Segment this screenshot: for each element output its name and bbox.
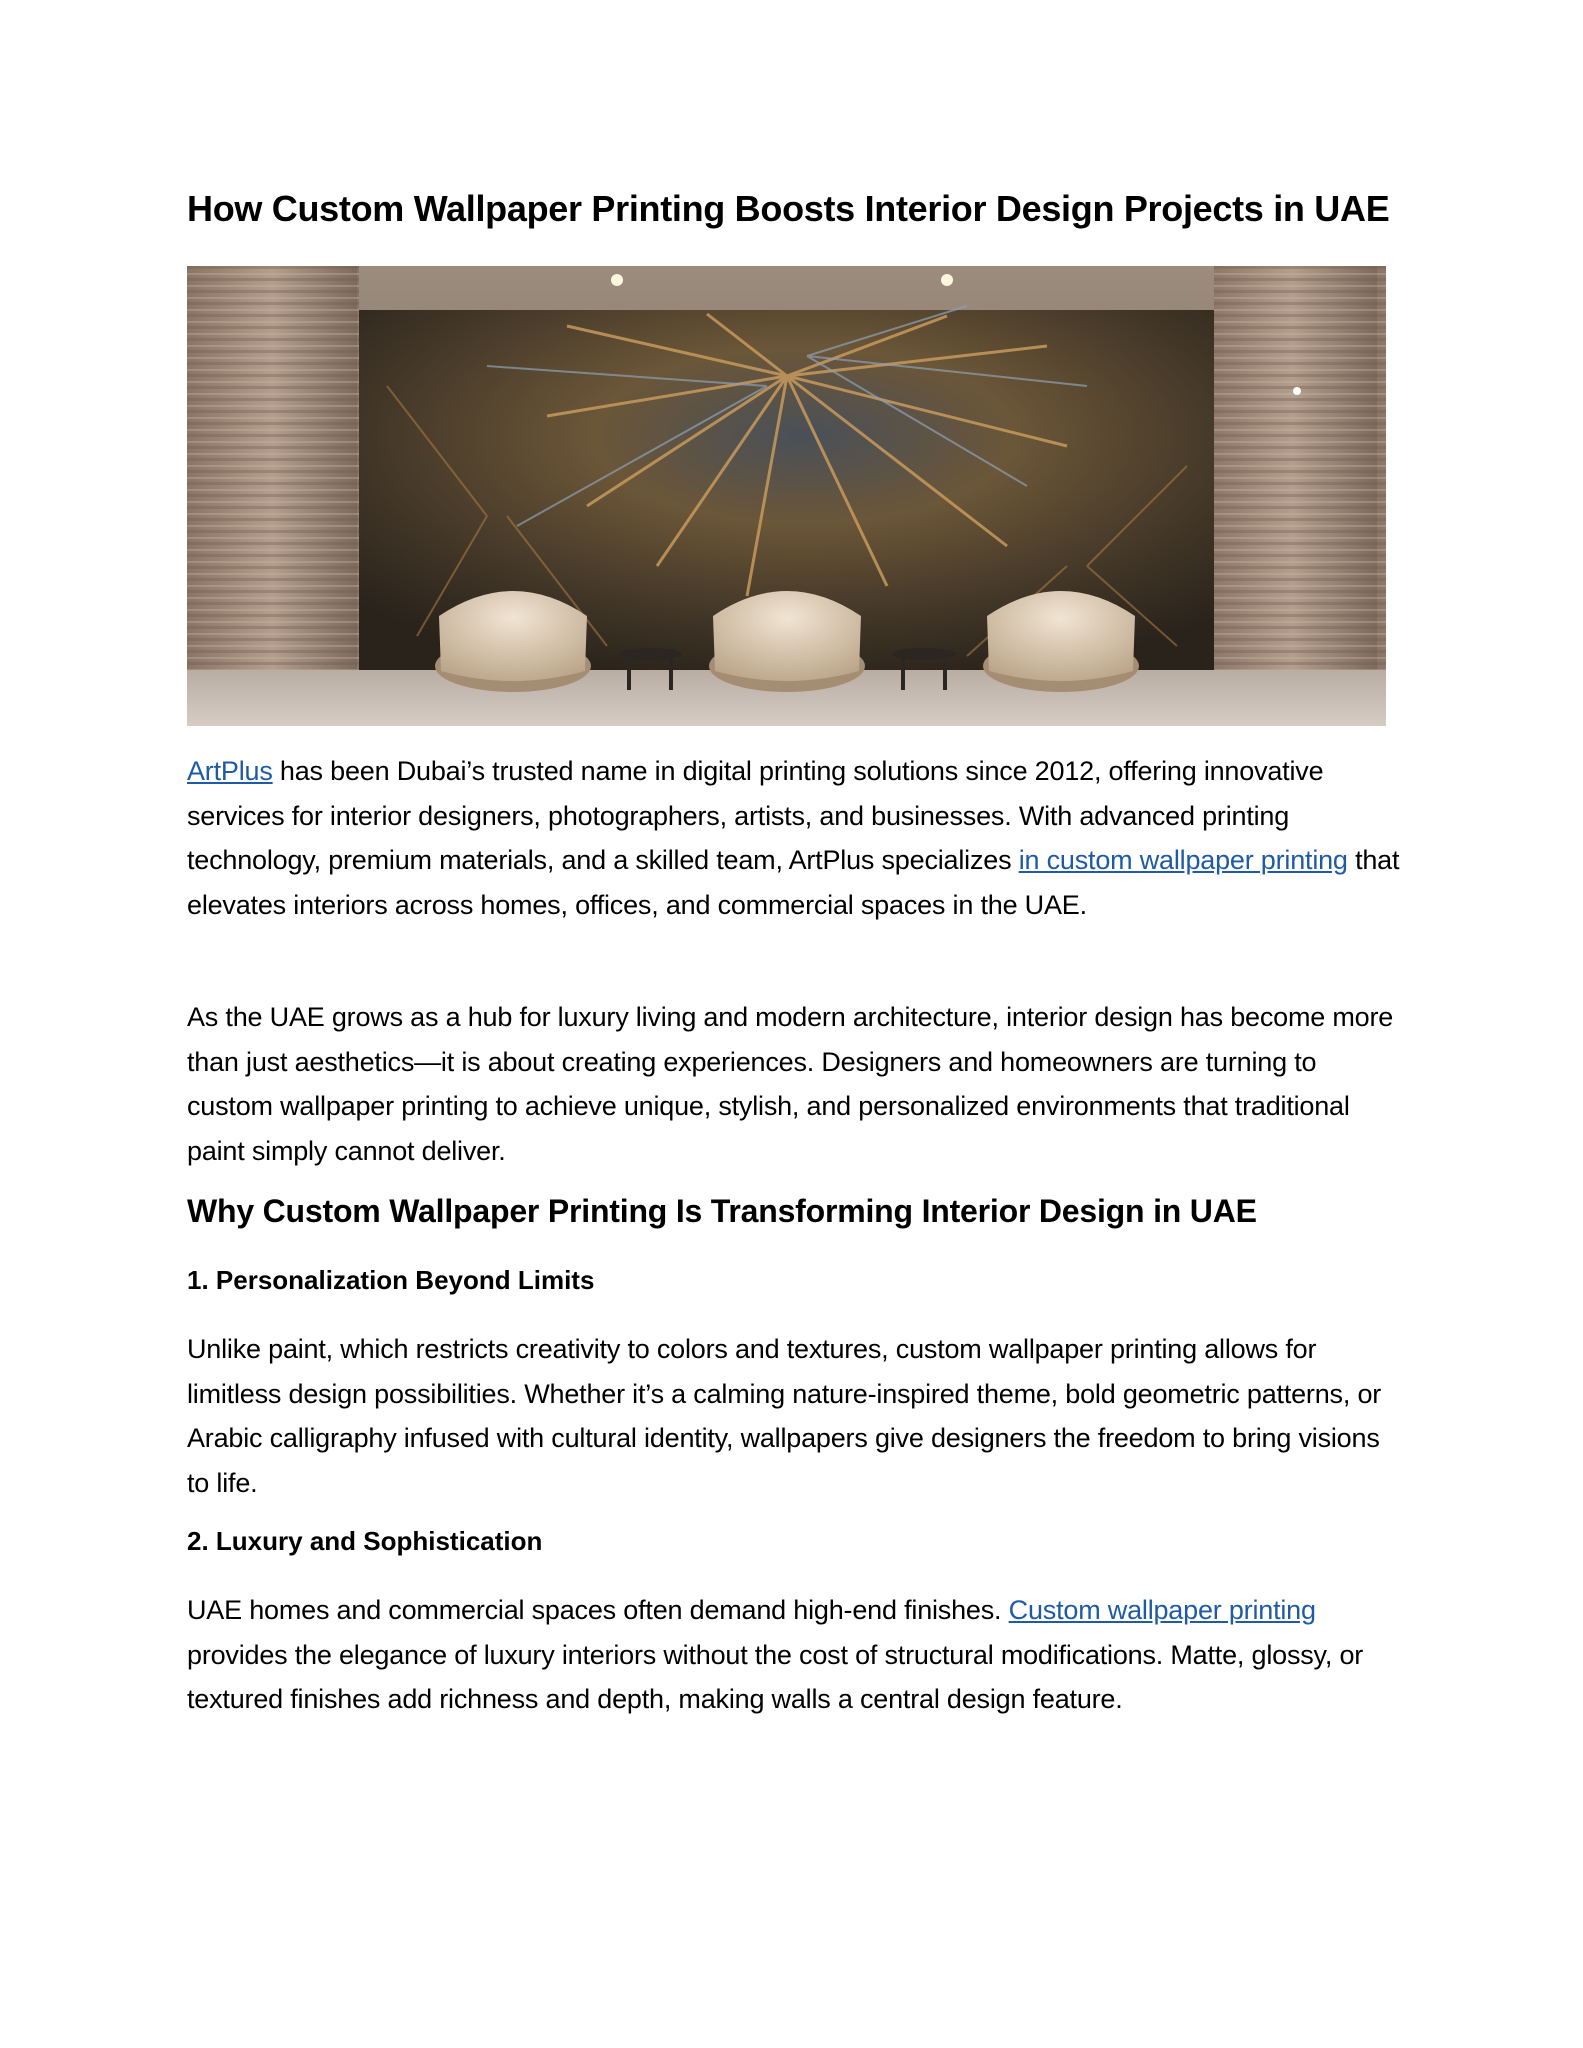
page-title: How Custom Wallpaper Printing Boosts Interior Design Projects in UAE (187, 188, 1390, 229)
intro-text-1: has been Dubai’s trusted name in digital printing solutions since 2012, offering innovative services for interior designers, photographers, artists, and businesses. With advanced printing technology, premium materials, and a skilled team, ArtPlus specializes (187, 756, 1324, 875)
custom-wallpaper-printing-link[interactable]: Custom wallpaper printing (1008, 1595, 1316, 1625)
custom-wallpaper-link[interactable]: in custom wallpaper printing (1018, 845, 1348, 875)
intro-text-2: that elevates interiors across homes, offices, and commercial spaces in the UAE. (187, 845, 1400, 920)
body-paragraph-2: As the UAE grows as a hub for luxury living and modern architecture, interior design has become more than just aesthetics—it is about creating experiences. Designers and homeowners are turning to custom wallpaper printing to achieve unique, stylish, and personalized environments that traditional paint simply cannot deliver. (187, 1002, 1394, 1166)
point-2-text-1: UAE homes and commercial spaces often demand high-end finishes. (187, 1595, 1009, 1625)
point-2-body (187, 1588, 1402, 1722)
intro-paragraph (187, 749, 1402, 927)
point-2-heading: 2. Luxury and Sophistication (187, 1526, 543, 1556)
point-2-text-2: provides the elegance of luxury interiors without the cost of structural modifications. Matte, glossy, or textured finishes add richness and depth, making walls a central design feature. (187, 1639, 1364, 1714)
section-heading: Why Custom Wallpaper Printing Is Transforming Interior Design in UAE (187, 1193, 1257, 1229)
artplus-link[interactable]: ArtPlus (187, 756, 273, 786)
hero-image (187, 266, 1386, 726)
point-1-heading: 1. Personalization Beyond Limits (187, 1265, 595, 1295)
point-1-body: Unlike paint, which restricts creativity to colors and textures, custom wallpaper printing allows for limitless design possibilities. Whether it’s a calming nature-inspired theme, bold geometric patterns, or Arabic calligraphy infused with cultural identity, wallpapers give designers the freedom to bring visions to life. (187, 1334, 1382, 1498)
